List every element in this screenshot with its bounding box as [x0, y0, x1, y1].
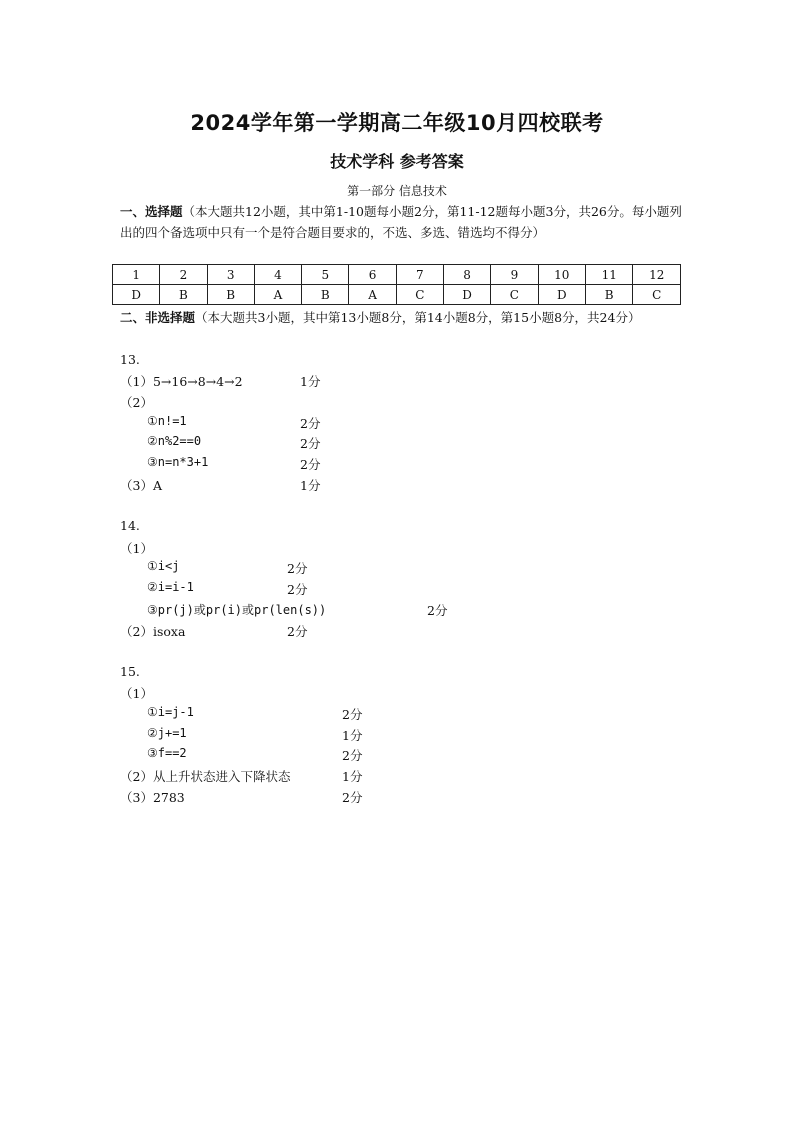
q15-answer3-score: 2分	[342, 748, 363, 763]
q14-part2-score: 2分	[287, 624, 308, 639]
q14-answer1: ①i<j	[147, 559, 180, 573]
table-cell: D	[538, 285, 585, 305]
q14-answer2: ②i=i-1	[147, 580, 194, 594]
q15-part2: （2）从上升状态进入下降状态	[120, 769, 291, 784]
answer-table	[112, 264, 681, 305]
q13-answer2: ②n%2==0	[147, 434, 202, 448]
q14-number: 14.	[120, 518, 140, 533]
q13-answer2-score: 2分	[300, 436, 321, 451]
table-cell: 7	[396, 265, 443, 285]
section1-desc: （本大题共12小题，其中第1-10题每小题2分，第11-12题每小题3分，共26分。每小题列出的四个备选项中只有一个是符合题目要求的，不选、多选、错选均不得分）	[120, 204, 682, 240]
q14-answer3: ③pr(j)或pr(i)或pr(len(s))	[147, 603, 327, 617]
q13-answer1-score: 2分	[300, 416, 321, 431]
q15-answer3: ③f==2	[147, 746, 187, 760]
section2-intro	[120, 308, 690, 329]
q13-number: 13.	[120, 352, 140, 367]
table-cell: B	[160, 285, 207, 305]
q15-answer2: ②j+=1	[147, 726, 187, 740]
section2-heading: 二、非选择题	[120, 310, 196, 325]
q13-answer3-score: 2分	[300, 457, 321, 472]
q13-answer3: ③n=n*3+1	[147, 455, 209, 469]
page-subtitle: 技术学科 参考答案	[330, 152, 464, 171]
section1-heading: 一、选择题	[120, 204, 183, 219]
q15-part3-score: 2分	[342, 790, 363, 805]
table-cell: 2	[160, 265, 207, 285]
q14-part2: （2）isoxa	[120, 624, 186, 639]
table-cell: B	[585, 285, 632, 305]
q15-answer2-score: 1分	[342, 728, 363, 743]
table-cell: D	[113, 285, 160, 305]
table-cell: B	[302, 285, 349, 305]
page-title: 2024学年第一学期高二年级10月四校联考	[190, 111, 604, 135]
q15-answer1-score: 2分	[342, 707, 363, 722]
q14-answer2-score: 2分	[287, 582, 308, 597]
table-cell: 6	[349, 265, 396, 285]
section2-desc: （本大题共3小题，其中第13小题8分，第14小题8分，第15小题8分，共24分）	[195, 310, 641, 325]
q15-part2-score: 1分	[342, 769, 363, 784]
table-cell: 3	[207, 265, 254, 285]
q13-answer1: ①n!=1	[147, 414, 187, 428]
section1-intro	[120, 202, 690, 243]
table-cell: 5	[302, 265, 349, 285]
table-cell: 10	[538, 265, 585, 285]
q15-part3: （3）2783	[120, 790, 185, 805]
q13-part2: （2）	[120, 395, 153, 410]
table-cell: 12	[633, 265, 681, 285]
q13-part3-score: 1分	[300, 478, 321, 493]
q14-part1: （1）	[120, 541, 153, 556]
table-row-numbers	[113, 265, 681, 285]
table-cell: B	[207, 285, 254, 305]
part-heading: 第一部分 信息技术	[347, 184, 447, 198]
q13-part1-score: 1分	[300, 374, 321, 389]
table-cell: C	[633, 285, 681, 305]
q14-answer3-score: 2分	[427, 603, 448, 618]
q13-part3: （3）A	[120, 478, 162, 493]
table-cell: A	[349, 285, 396, 305]
table-cell: 1	[113, 265, 160, 285]
q15-number: 15.	[120, 664, 140, 679]
q14-answer1-score: 2分	[287, 561, 308, 576]
table-cell: 9	[491, 265, 538, 285]
table-cell: C	[491, 285, 538, 305]
q13-part1: （1）5→16→8→4→2	[120, 374, 243, 389]
table-row-answers	[113, 285, 681, 305]
table-cell: 11	[585, 265, 632, 285]
table-cell: A	[254, 285, 301, 305]
table-cell: 4	[254, 265, 301, 285]
table-cell: D	[443, 285, 490, 305]
q15-answer1: ①i=j-1	[147, 705, 194, 719]
table-cell: 8	[443, 265, 490, 285]
q15-part1: （1）	[120, 686, 153, 701]
table-cell: C	[396, 285, 443, 305]
